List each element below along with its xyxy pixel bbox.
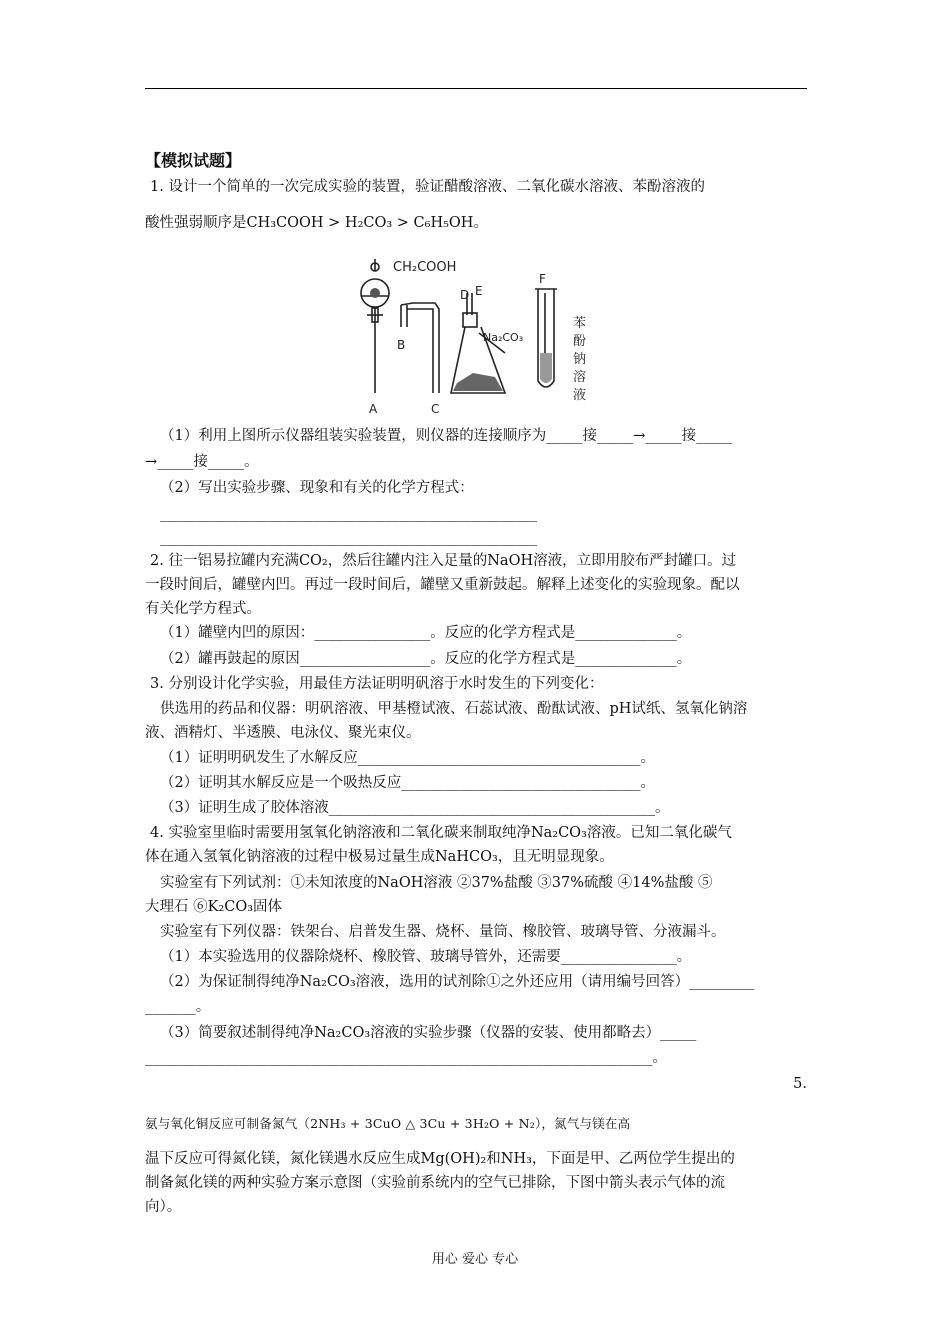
q2-part1: （1）罐壁内凹的原因：________________。反应的化学方程式是______________。 — [160, 625, 692, 641]
q5-number: 5. — [793, 1076, 807, 1092]
header-rule — [145, 88, 807, 89]
section-title: 【模拟试题】 — [145, 151, 242, 170]
q4-part1: （1）本实验选用的仪器除烧杯、橡胶管、玻璃导管外，还需要________________。 — [160, 949, 692, 965]
tube-label-5: 液 — [573, 388, 587, 403]
label-f: F — [539, 272, 546, 286]
label-c: C — [431, 402, 440, 416]
q2-line1: 2. 往一铝易拉罐内充满CO₂，然后往罐内注入足量的NaOH溶液，立即用胶布严封罐口。过 — [150, 553, 737, 569]
q3-part2: （2）证明其水解反应是一个吸热反应_________________________________。 — [160, 775, 655, 791]
apparatus-diagram — [355, 253, 600, 418]
tube-label-4: 溶 — [573, 370, 587, 385]
tube-label-3: 钠 — [573, 352, 587, 367]
q2-part2: （2）罐再鼓起的原因__________________。反应的化学方程式是______________。 — [160, 651, 692, 667]
label-e: E — [475, 284, 483, 298]
q4-line2: 体在通入氢氧化钠溶液的过程中极易过量生成NaHCO₃，且无明显现象。 — [145, 849, 614, 865]
q1-part1-line1: （1）利用上图所示仪器组装实验装置，则仪器的连接顺序为_____接_____→_____接_____ — [160, 428, 733, 444]
q1-line1: 1. 设计一个简单的一次完成实验的装置，验证醋酸溶液、二氧化碳水溶液、苯酚溶液的 — [150, 179, 705, 195]
q2-line2: 一段时间后，罐壁内凹。再过一段时间后，罐壁又重新鼓起。解释上述变化的实验现象。配以 — [145, 577, 740, 593]
q4-instruments: 实验室有下列仪器：铁架台、启普发生器、烧杯、量筒、橡胶管、玻璃导管、分液漏斗。 — [160, 924, 726, 940]
q3-line2: 供选用的药品和仪器：明矾溶液、甲基橙试液、石蕊试液、酚酞试液、pH试纸、氢氧化钠溶 — [160, 701, 748, 717]
q1-blank1: ____________________________________________________ — [160, 506, 537, 522]
tube-label-2: 酚 — [573, 334, 587, 349]
label-a: A — [369, 402, 378, 416]
q3-line3: 液、酒精灯、半透膜、电泳仪、聚光束仪。 — [145, 725, 421, 741]
q1-part1-line2: →_____接_____。 — [145, 454, 259, 470]
q4-part3-line2: ______________________________________________________________________。 — [145, 1050, 667, 1066]
label-d: D — [460, 288, 470, 302]
apparatus-figure — [355, 253, 600, 418]
q1-line2: 酸性强弱顺序是CH₃COOH > H₂CO₃ > C₆H₅OH。 — [145, 215, 488, 231]
q5-line1: 氨与氧化铜反应可制备氮气（2NH₃ + 3CuO △ 3Cu + 3H₂O + N₂），氮气与镁在高 — [145, 1116, 631, 1131]
q4-part2-line2: _______。 — [145, 999, 211, 1015]
reagent-label: CH₂COOH — [393, 260, 457, 275]
q3-part1: （1）证明明矾发生了水解反应_______________________________________。 — [160, 750, 655, 766]
label-b: B — [397, 338, 406, 352]
q3-part3: （3）证明生成了胶体溶液_____________________________________________。 — [160, 800, 670, 816]
q3-line1: 3. 分别设计化学实验，用最佳方法证明明矾溶于水时发生的下列变化： — [150, 676, 604, 692]
q5-line3: 制备氮化镁的两种实验方案示意图（实验前系统内的空气已排除，下图中箭头表示气体的流 — [145, 1175, 725, 1191]
tube-label-1: 苯 — [573, 316, 587, 331]
flask-label: Na₂CO₃ — [483, 331, 524, 344]
q4-reagents-line1: 实验室有下列试剂：①未知浓度的NaOH溶液 ②37%盐酸 ③37%硫酸 ④14%盐酸 ⑤ — [160, 875, 713, 891]
q4-line1: 4. 实验室里临时需要用氢氧化钠溶液和二氧化碳来制取纯净Na₂CO₃溶液。已知二氧化碳气 — [150, 825, 732, 841]
q1-blank2: ____________________________________________________ — [160, 530, 537, 546]
q4-part3-line1: （3）简要叙述制得纯净Na₂CO₃溶液的实验步骤（仪器的安装、使用都略去）_____ — [160, 1025, 697, 1041]
q4-reagents-line2: 大理石 ⑥K₂CO₃固体 — [145, 899, 283, 915]
q1-part2: （2）写出实验步骤、现象和有关的化学方程式： — [160, 480, 474, 496]
q5-line2: 温下反应可得氮化镁，氮化镁遇水反应生成Mg(OH)₂和NH₃，下面是甲、乙两位学生提出的 — [145, 1151, 735, 1167]
q2-line3: 有关化学方程式。 — [145, 601, 261, 617]
q5-line4: 向）。 — [145, 1199, 182, 1215]
q4-part2-line1: （2）为保证制得纯净Na₂CO₃溶液，选用的试剂除①之外还应用（请用编号回答）_________ — [160, 974, 755, 990]
page-footer: 用心 爱心 专心 — [431, 1252, 519, 1267]
